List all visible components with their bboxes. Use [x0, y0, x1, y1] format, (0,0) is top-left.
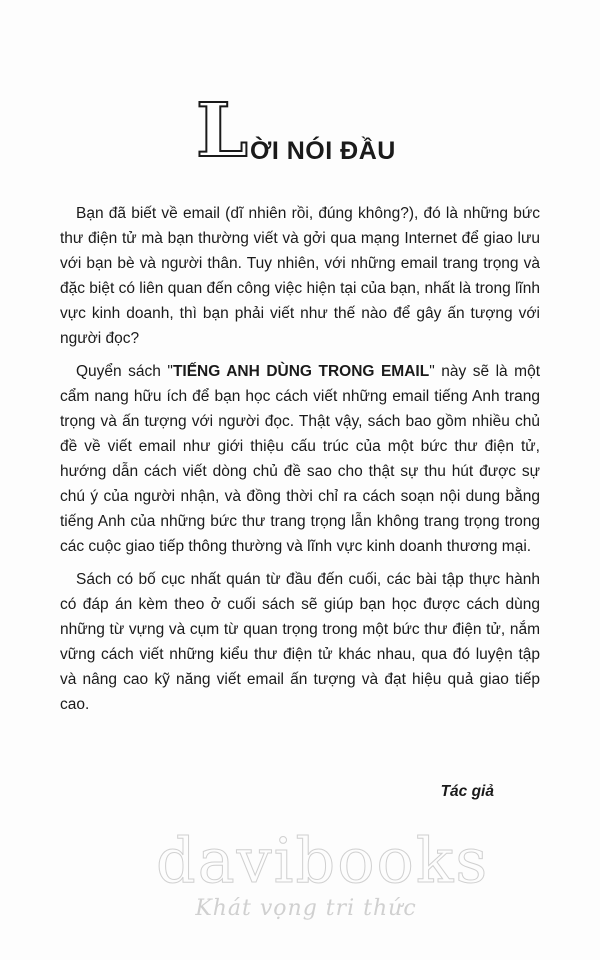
watermark-logo: davibooks [156, 824, 490, 897]
watermark [156, 824, 490, 921]
preface-body [60, 201, 540, 725]
watermark-tagline: Khát vọng tri thức [195, 896, 417, 921]
paragraph-2-intro: Quyển sách " [76, 363, 173, 380]
paragraph-3: Sách có bố cục nhất quán từ đầu đến cuối, các bài tập thực hành có đáp án kèm theo ở cuối sách sẽ giúp bạn học được cách dùng những từ vựng và cụm từ quan trọng trong một bức thư điện tử, nắm vững cách viết những kiểu thư điện tử khác nhau, qua đó luyện tập và nâng cao kỹ năng viết email ấn tượng và đạt hiệu quả giao tiếp cao. [60, 571, 540, 713]
book-title: TIẾNG ANH DÙNG TRONG EMAIL [172, 363, 430, 380]
paragraph-2 [60, 359, 540, 559]
paragraph-2-rest: " này sẽ là một cẩm nang hữu ích để bạn học cách viết những email tiếng Anh trang trọng và ấn tượng với người đọc. Thật vậy, sách bao gồm nhiều chủ đề về viết email như giới thiệu cấu trúc của một bức thư điện tử, hướng dẫn cách viết dòng chủ đề sao cho thật sự thu hút được sự chú ý của người nhận, và đồng thời chỉ ra cách soạn nội dung bằng tiếng Anh của những bức thư trang trọng lẫn không trang trọng trong các cuộc giao tiếp thông thường và lĩnh vực kinh doanh thương mại. [60, 363, 540, 555]
title-drop-cap: L [196, 88, 249, 174]
title-text: ỜI NÓI ĐẦU [250, 137, 396, 165]
page-title [196, 88, 396, 174]
paragraph-1: Bạn đã biết về email (dĩ nhiên rồi, đúng không?), đó là những bức thư điện tử mà bạn thường viết và gởi qua mạng Internet để giao lưu với bạn bè và người thân. Tuy nhiên, với những email trang trọng và đặc biệt có liên quan đến công việc hiện tại của bạn, nhất là trong lĩnh vực kinh doanh, thì bạn phải viết như thế nào để gây ấn tượng với người đọc? [60, 205, 540, 347]
author-signature: Tác giả [440, 783, 494, 800]
